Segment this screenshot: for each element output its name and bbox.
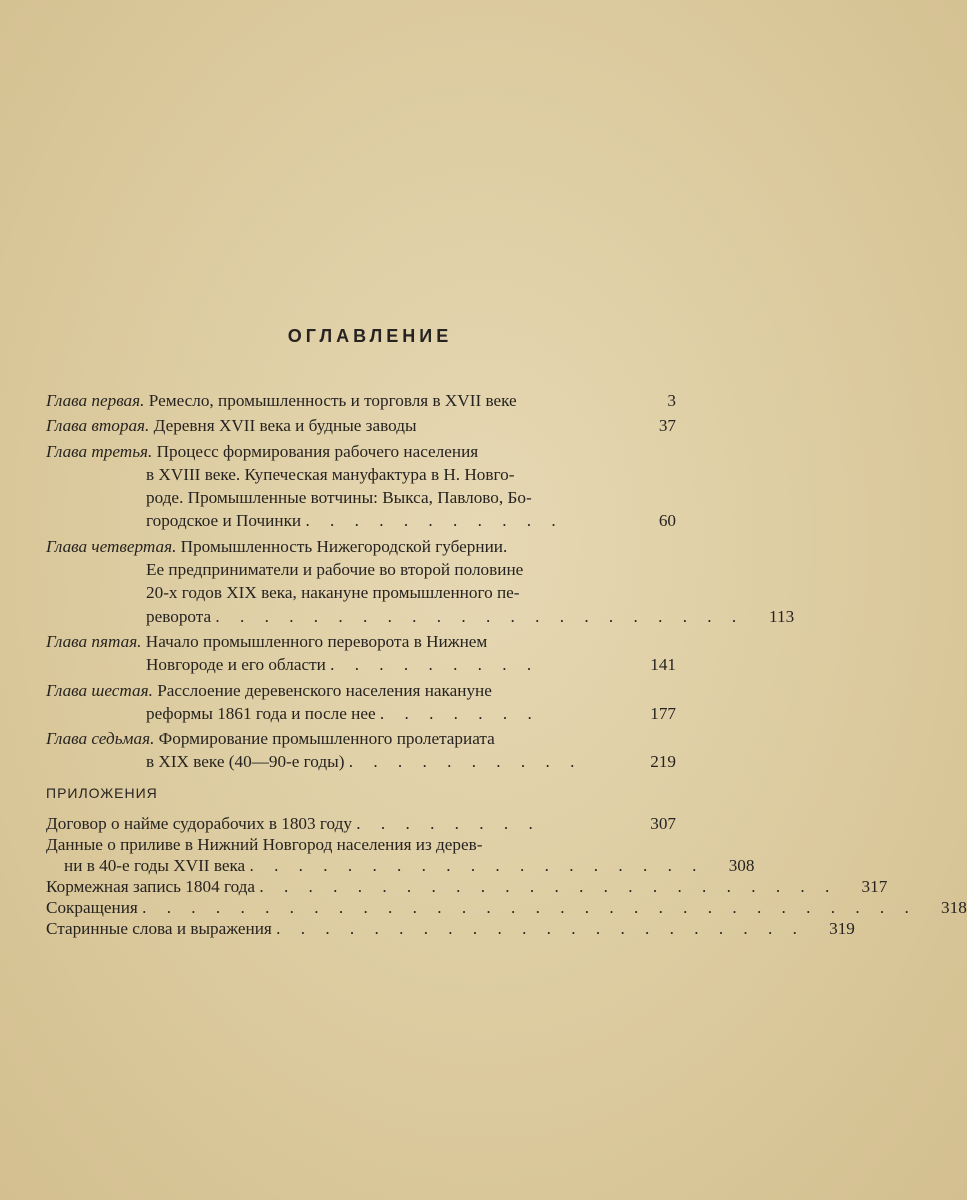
chapters-line-text: Промышленность Нижегородской губернии. xyxy=(180,536,508,556)
chapters-line-text: Процесс формирования рабочего населения xyxy=(156,441,479,461)
chapters-entry-line xyxy=(46,679,626,702)
page-number: 177 xyxy=(650,703,676,723)
page-number: 141 xyxy=(650,655,676,675)
chapters-entry-text xyxy=(46,414,626,437)
chapters-line-text: Ее предприниматели и рабочие во второй половине xyxy=(146,560,524,580)
chapters-entry xyxy=(46,679,676,726)
chapters-entry xyxy=(46,440,676,533)
appendices-entry-text xyxy=(46,813,626,834)
appendices-entry-line xyxy=(46,918,805,939)
appendices-line-text: Кормежная запись 1804 года xyxy=(46,877,256,897)
chapters-line-text: реформы 1861 года и после нее xyxy=(146,703,376,723)
appendices-entry-line xyxy=(46,834,704,855)
chapters-entry-line xyxy=(46,727,626,750)
chapters-entry-text xyxy=(46,630,626,677)
chapters-entry-line xyxy=(46,581,744,604)
appendices-entry-text xyxy=(46,918,805,939)
chapters-line-text: Новгороде и его области xyxy=(146,655,326,675)
chapters-entry-line xyxy=(46,389,626,412)
appendix-list xyxy=(46,813,967,939)
chapters-entry-line xyxy=(46,463,626,486)
chapter-label: Глава вторая. xyxy=(46,416,150,436)
chapter-list xyxy=(46,389,795,774)
dot-leader: . . . . . . . . . . . . . . . . . . . . . . . . xyxy=(259,877,838,897)
page-number: 3 xyxy=(667,391,676,410)
appendices-entry-line xyxy=(46,855,704,876)
chapter-label: Глава пятая. xyxy=(46,631,142,651)
appendices-entry xyxy=(46,918,855,939)
page-number: 319 xyxy=(829,919,855,939)
chapter-label: Глава седьмая. xyxy=(46,729,155,749)
appendices-line-text: ни в 40-е годы XVII века xyxy=(64,856,246,876)
chapters-line-text: роде. Промышленные вотчины: Выкса, Павлово, Бо- xyxy=(146,488,532,508)
appendices-entry-line xyxy=(46,897,917,918)
appendices-entry-text xyxy=(46,876,837,897)
chapters-entry xyxy=(46,414,676,437)
chapters-entry-text xyxy=(46,727,626,774)
chapters-line-text: Расслоение деревенского населения накануне xyxy=(157,680,492,700)
appendices-entry xyxy=(46,897,967,918)
chapters-entry-line xyxy=(46,414,626,437)
chapters-entry-line xyxy=(46,702,626,725)
chapters-entry xyxy=(46,727,676,774)
dot-leader: . . . . . . . . . . . . . . . . . . . . . . . . . . . . . . . . xyxy=(142,898,917,918)
chapter-label: Глава третья. xyxy=(46,441,153,461)
chapters-entry-text xyxy=(46,535,744,628)
chapters-entry-text xyxy=(46,389,626,412)
chapters-entry xyxy=(46,389,676,412)
chapters-entry-line xyxy=(46,605,744,628)
dot-leader: . . . . . . . . . . . . . . . . . . . . . . xyxy=(215,606,745,626)
appendices-line-text: Данные о приливе в Нижний Новгород населения из дерев- xyxy=(46,835,483,855)
appendices-entry-text xyxy=(46,834,704,876)
appendices-entry-line xyxy=(46,876,837,897)
page-number: 318 xyxy=(941,898,967,918)
chapters-line-text: Формирование промышленного пролетариата xyxy=(158,729,495,749)
appendix-heading: ПРИЛОЖЕНИЯ xyxy=(46,784,158,801)
chapters-entry-text xyxy=(46,440,626,533)
page-number: 60 xyxy=(658,511,676,531)
appendices-entry-text xyxy=(46,897,917,918)
appendices-line-text: Договор о найме судорабочих в 1803 году xyxy=(46,814,352,834)
page-number: 113 xyxy=(769,606,795,626)
page-number: 219 xyxy=(650,752,676,772)
page-number: 317 xyxy=(861,877,888,897)
dot-leader: . . . . . . . . . xyxy=(330,655,540,675)
appendices-line-text: Старинные слова и выражения xyxy=(46,919,272,939)
chapters-entry-line xyxy=(46,653,626,676)
chapters-entry-line xyxy=(46,750,626,773)
chapters-entry-line xyxy=(46,509,626,532)
dot-leader: . . . . . . . . . . xyxy=(348,752,583,772)
appendices-entry-line xyxy=(46,813,626,834)
page-number: 307 xyxy=(650,814,676,834)
chapters-line-text: в XIX веке (40—90-е годы) xyxy=(146,752,345,772)
chapters-entry-line xyxy=(46,535,744,558)
page-number: 308 xyxy=(728,856,755,876)
page-number: 37 xyxy=(658,416,676,436)
chapters-entry-line xyxy=(46,630,626,653)
dot-leader: . . . . . . . . xyxy=(356,814,541,834)
chapters-entry xyxy=(46,630,676,677)
appendices-entry xyxy=(46,813,676,834)
page-title: ОГЛАВЛЕНИЕ xyxy=(287,326,453,346)
chapter-label: Глава шестая. xyxy=(46,680,153,700)
chapters-entry-text xyxy=(46,679,626,726)
dot-leader: . . . . . . . . . . . . . . . . . . . . . . xyxy=(276,919,805,939)
chapters-line-text: Ремесло, промышленность и торговля в XVII веке xyxy=(148,391,517,410)
chapter-label: Глава четвертая. xyxy=(46,536,177,556)
chapters-line-text: 20-х годов XIX века, накануне промышленного пе- xyxy=(146,583,520,603)
chapters-entry-line xyxy=(46,440,626,463)
chapters-line-text: Начало промышленного переворота в Нижнем xyxy=(145,631,488,651)
appendices-line-text: Сокращения xyxy=(46,898,138,918)
dot-leader: . . . . . . . . . . . xyxy=(305,511,564,531)
chapters-line-text: Деревня XVII века и будные заводы xyxy=(153,416,417,436)
chapter-label: Глава первая. xyxy=(46,391,145,410)
chapters-entry-line xyxy=(46,558,744,581)
chapters-entry xyxy=(46,535,795,628)
appendices-entry xyxy=(46,876,888,897)
chapters-line-text: городское и Починки xyxy=(146,511,302,531)
dot-leader: . . . . . . . xyxy=(379,703,540,723)
chapters-entry-line xyxy=(46,486,626,509)
dot-leader: . . . . . . . . . . . . . . . . . . . xyxy=(249,856,705,876)
chapters-line-text: в XVIII веке. Купеческая мануфактура в Н. Новго- xyxy=(146,464,515,484)
table-of-contents xyxy=(46,389,967,939)
chapters-line-text: реворота xyxy=(146,606,212,626)
appendices-entry xyxy=(46,834,755,876)
